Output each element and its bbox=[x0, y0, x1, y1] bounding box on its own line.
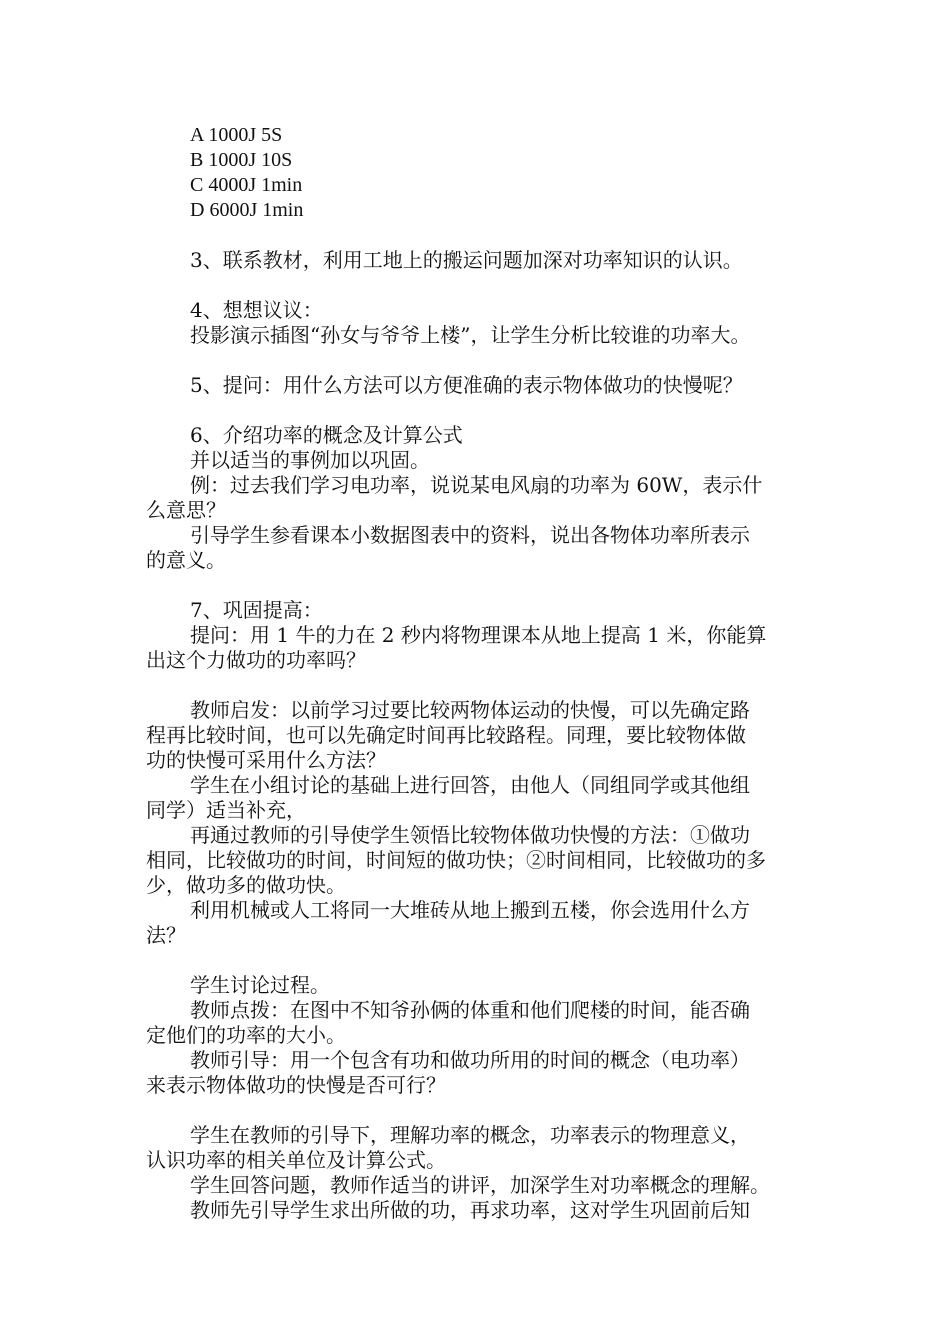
item-5: 5、提问：用什么方法可以方便准确的表示物体做功的快慢呢？ bbox=[190, 373, 743, 397]
item-7-title: 7、巩固提高： bbox=[190, 598, 323, 622]
item-3: 3、联系教材，利用工地上的搬运问题加深对功率知识的认识。 bbox=[190, 248, 743, 272]
blank-line bbox=[146, 398, 826, 423]
teacher-guide-cont: 相同，比较做功的时间，时间短的做功快；②时间相同，比较做功的多 bbox=[146, 848, 766, 872]
teacher-inspire-cont: 功的快慢可采用什么方法？ bbox=[146, 748, 386, 772]
item-6-example: 例：过去我们学习电功率，说说某电风扇的功率为 60W，表示什 bbox=[190, 473, 763, 497]
teacher-inspire-cont: 程再比较时间，也可以先确定时间再比较路程。同理，要比较物体做 bbox=[146, 723, 746, 747]
blank-line bbox=[146, 948, 826, 973]
blank-line bbox=[146, 673, 826, 698]
item-6-guide-cont: 的意义。 bbox=[146, 548, 226, 572]
teacher-lead: 教师引导：用一个包含有功和做功所用的时间的概念（电功率） bbox=[190, 1048, 750, 1072]
item-4-title: 4、想想议议： bbox=[190, 298, 323, 322]
teacher-guide-cont: 少，做功多的做功快。 bbox=[146, 873, 346, 897]
blank-line bbox=[146, 273, 826, 298]
item-6-line1: 并以适当的事例加以巩固。 bbox=[190, 448, 430, 472]
teacher-final: 教师先引导学生求出所做的功，再求功率，这对学生巩固前后知 bbox=[190, 1198, 750, 1222]
machine-question-cont: 法？ bbox=[146, 923, 186, 947]
machine-question: 利用机械或人工将同一大堆砖从地上搬到五楼，你会选用什么方 bbox=[190, 898, 750, 922]
blank-line bbox=[146, 348, 826, 373]
blank-line bbox=[146, 223, 826, 248]
item-7-question: 提问：用 1 牛的力在 2 秒内将物理课本从地上提高 1 米，你能算 bbox=[190, 623, 767, 647]
student-answer-cont: 同学）适当补充， bbox=[146, 798, 306, 822]
blank-line bbox=[146, 573, 826, 598]
student-answer: 学生在小组讨论的基础上进行回答，由他人（同组同学或其他组 bbox=[190, 773, 750, 797]
item-4-body: 投影演示插图“孙女与爷爷上楼”，让学生分析比较谁的功率大。 bbox=[190, 323, 751, 347]
item-6-example-cont: 么意思？ bbox=[146, 498, 226, 522]
student-discuss: 学生讨论过程。 bbox=[190, 973, 330, 997]
student-understand: 学生在教师的引导下，理解功率的概念，功率表示的物理意义， bbox=[190, 1123, 750, 1147]
teacher-hint-cont: 定他们的功率的大小。 bbox=[146, 1023, 346, 1047]
item-6-title: 6、介绍功率的概念及计算公式 bbox=[190, 423, 463, 447]
teacher-lead-cont: 来表示物体做功的快慢是否可行？ bbox=[146, 1073, 446, 1097]
document-body bbox=[146, 123, 826, 1223]
teacher-guide: 再通过教师的引导使学生领悟比较物体做功快慢的方法：①做功 bbox=[190, 823, 750, 847]
blank-line bbox=[146, 1098, 826, 1123]
option-a: A 1000J 5S bbox=[190, 124, 283, 146]
teacher-hint: 教师点拨：在图中不知爷孙俩的体重和他们爬楼的时间，能否确 bbox=[190, 998, 750, 1022]
student-answer-review: 学生回答问题，教师作适当的讲评，加深学生对功率概念的理解。 bbox=[190, 1173, 770, 1197]
option-d: D 6000J 1min bbox=[190, 199, 304, 221]
item-6-guide: 引导学生参看课本小数据图表中的资料，说出各物体功率所表示 bbox=[190, 523, 750, 547]
teacher-inspire: 教师启发：以前学习过要比较两物体运动的快慢，可以先确定路 bbox=[190, 698, 750, 722]
option-b: B 1000J 10S bbox=[190, 149, 293, 171]
item-7-question-cont: 出这个力做功的功率吗？ bbox=[146, 648, 366, 672]
option-c: C 4000J 1min bbox=[190, 174, 303, 196]
student-understand-cont: 认识功率的相关单位及计算公式。 bbox=[146, 1148, 446, 1172]
